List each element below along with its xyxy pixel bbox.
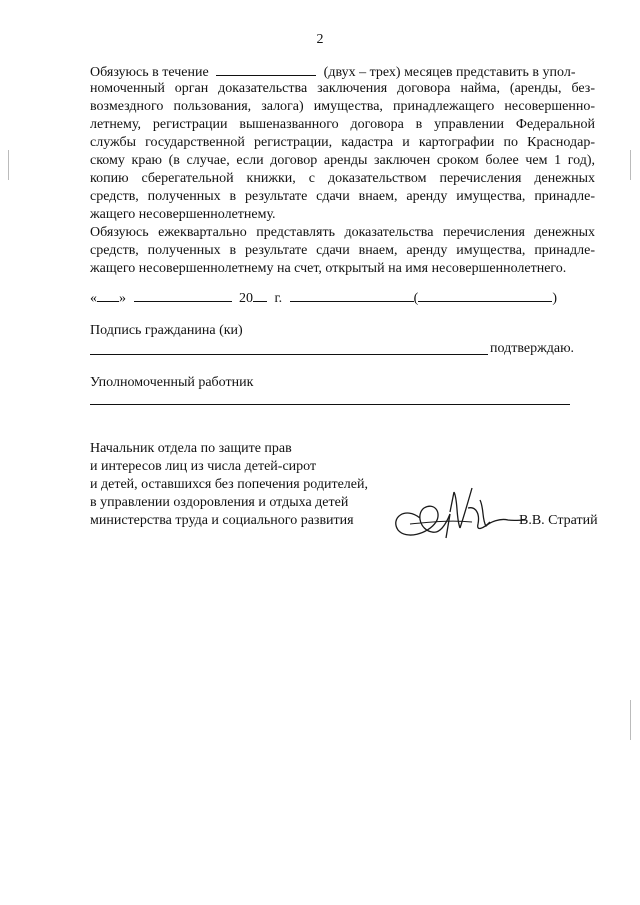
paren-open: ( (413, 291, 419, 306)
officer-rule (90, 404, 570, 405)
footer-line-4: в управлении оздоровления и отдыха детей (90, 495, 349, 510)
obligation-intro-rest: (двух – трех) месяцев представить в упол- (323, 65, 576, 80)
paragraph-1-line-5: службы государственной регистрации, кадастра и картографии по Краснодар- (90, 135, 595, 150)
confirm-text: подтверждаю. (490, 341, 575, 356)
officer-label: Уполномоченный работник (90, 375, 254, 390)
paragraph-1-line-7: копию сберегательной книжки, с доказательством перечисления денежных (90, 171, 595, 186)
paragraph-1-line-1 (90, 62, 576, 82)
year-suffix: г. (274, 291, 283, 306)
scan-mark-left (8, 150, 9, 180)
date-line (90, 288, 557, 308)
footer-line-1: Начальник отдела по защите прав (90, 441, 292, 456)
signature-blank (290, 288, 414, 302)
paragraph-2-line-1: Обязуюсь ежеквартально представлять доказательства перечисления денежных (90, 225, 595, 240)
scan-mark-right (630, 150, 631, 180)
year-prefix: 20 (239, 291, 253, 306)
months-blank (216, 62, 316, 76)
signature-rule (90, 354, 488, 355)
paragraph-1-line-2: номоченный орган доказательства заключения договора найма, (аренды, без- (90, 81, 595, 96)
paragraph-1-line-9: жащего несовершеннолетнему. (90, 207, 276, 222)
signature-label: Подпись гражданина (ки) (90, 323, 243, 338)
paragraph-2-line-2: средств, полученных в результате сдачи внаем, аренду имущества, принадле- (90, 243, 595, 258)
page-number: 2 (316, 32, 324, 47)
paragraph-1-line-6: скому краю (в случае, если договор аренды заключен сроком более чем 1 год), (90, 153, 595, 168)
paragraph-2-line-3: жащего несовершеннолетнему на счет, открытый на имя несовершеннолетнего. (90, 261, 567, 276)
obligation-intro: Обязуюсь в течение (90, 65, 209, 80)
open-quote: « (90, 291, 97, 306)
month-blank (134, 288, 232, 302)
footer-line-2: и интересов лиц из числа детей-сирот (90, 459, 317, 474)
day-blank (97, 288, 119, 302)
signer-name: В.В. Стратий (519, 513, 598, 528)
scan-mark-right-lower (630, 700, 631, 740)
close-quote: » (119, 291, 126, 306)
footer-line-3: и детей, оставшихся без попечения родителей, (90, 477, 368, 492)
handwritten-signature (380, 478, 530, 548)
paragraph-1-line-8: средств, полученных в результате сдачи внаем, аренду имущества, принадле- (90, 189, 595, 204)
paragraph-1-line-3: возмездного пользования, залога) имущества, принадлежащего несовершенно- (90, 99, 595, 114)
name-blank (418, 288, 552, 302)
year-blank (253, 288, 267, 302)
paren-close: ) (552, 291, 558, 306)
footer-line-5: министерства труда и социального развития (90, 513, 354, 528)
paragraph-1-line-4: летнему, регистрации вышеназванного договора в управлении Федеральной (90, 117, 595, 132)
